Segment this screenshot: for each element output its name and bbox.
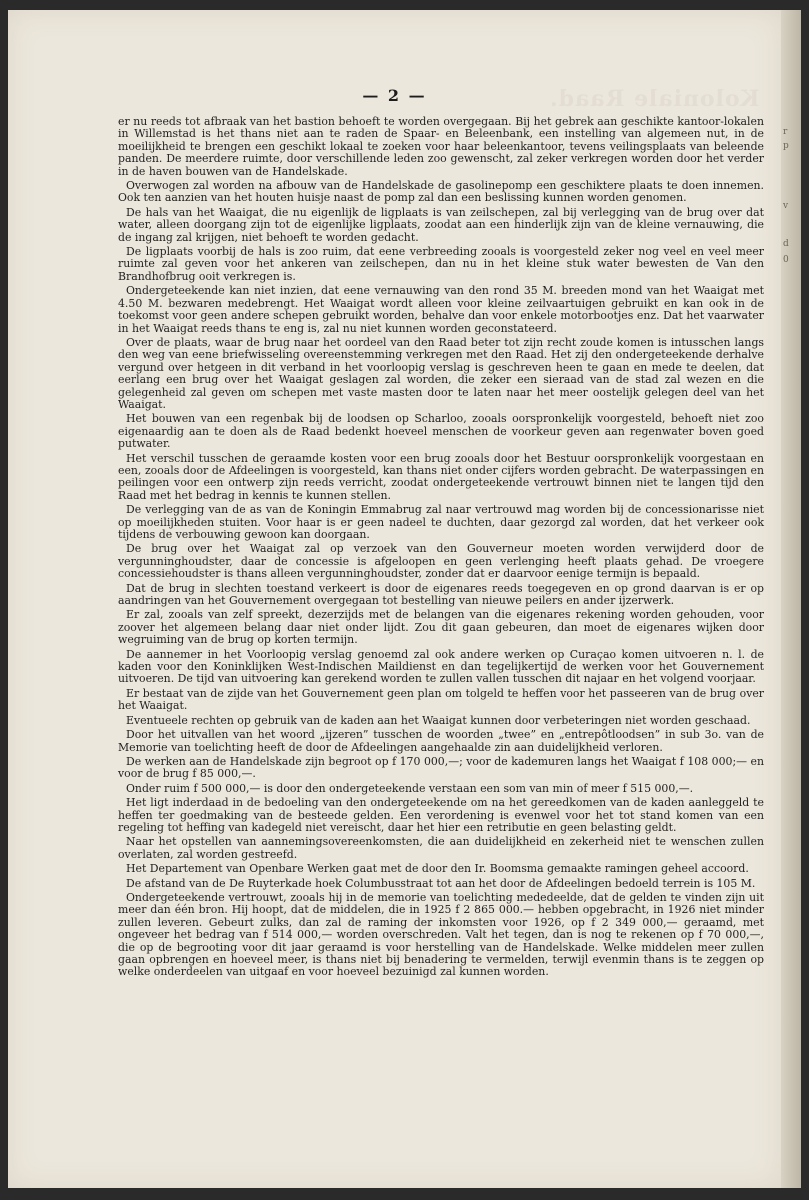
edge-mark: r: [783, 127, 788, 137]
paragraph: Het verschil tusschen de geraamde kosten voor een brug zooals door het Bestuur oorspronkelijk voorgestaan en een, zooals door de Afdeelingen is voorgesteld, kan thans niet onder cijfers worden gebracht. De waterpassingen en peilingen voor een ontwerp zijn reeds verricht, zoodat ondergeteekende vertrouwt binnen niet te langen tijd den Raad met het bedrag in kennis te kunnen stellen.: [118, 451, 764, 502]
bleed-through-text: Koloniale Raad.: [548, 86, 759, 112]
page-number: — 2 —: [362, 86, 427, 105]
paragraph: Het ligt inderdaad in de bedoeling van den ondergeteekende om na het gereedkomen van de kaden aanleggeld te heffen ter goedmaking van de besteede gelden. Een verordening is evenwel voor het tot stand komen van een regeling tot heffing van kadegeld niet vereischt, daar het hier een retributie en geen belasting geldt.: [118, 796, 764, 834]
paragraph: De afstand van de De Ruyterkade hoek Columbusstraat tot aan het door de Afdeelingen bedoeld terrein is 105 M.: [126, 876, 756, 890]
paragraph: er nu reeds tot afbraak van het bastion behoeft te worden overgegaan. Bij het gebrek aan geschikte kantoor-lokalen in Willemstad is het thans niet aan te raden de Spaar- en Beleenbank, een instelling van algemeen nut, in de moeilijkheid te brengen een geschikt lokaal te zoeken voor haar beleenkantoor, tevens veilingsplaats van beleende panden. De meerdere ruimte, door verschillende leden zoo gewenscht, zal zeker verkregen worden door het verder in de haven bouwen van de Handelskade.: [118, 115, 764, 178]
paragraph: Over de plaats, waar de brug naar het oordeel van den Raad beter tot zijn recht zoude komen is intusschen langs den weg van eene briefwisseling overeenstemming verkregen met den Raad. Het zij den ondergeteekende derhalve vergund over hetgeen in dit verband in het voorloopig verslag is geschreven heen te gaan en mede te deelen, dat eerlang een brug over het Waaigat geslagen zal worden, die zeker een sieraad van de stad zal wezen en die gelegenheid zal geven om schepen met vaste masten door te laten naar het meer oostelijk gelegen deel van het Waaigat.: [118, 335, 764, 411]
paragraph: Overwogen zal worden na afbouw van de Handelskade de gasolinepomp een geschiktere plaats te doen innemen. Ook ten aanzien van het houten huisje naast de pomp zal dan een beslissing kunnen worden genomen.: [118, 179, 764, 205]
edge-mark: v: [783, 201, 789, 211]
paragraph: Er zal, zooals van zelf spreekt, dezerzijds met de belangen van die eigenares rekening worden gehouden, voor zoover het algemeen belang daar niet onder lijdt. Zou dit gaan gebeuren, dan moet de eigenares wijken door wegruiming van de brug op korten termijn.: [118, 608, 764, 647]
paragraph: Dat de brug in slechten toestand verkeert is door de eigenares reeds toegegeven en op grond daarvan is er op aandringen van het Gouvernement overgegaan tot bestelling van nieuwe peilers en ander ijzerwerk.: [118, 581, 764, 608]
adjacent-page-edge: [781, 10, 801, 1188]
paragraph: Ondergeteekende kan niet inzien, dat eene vernauwing van den rond 35 M. breeden mond van het Waaigat met 4.50 M. bezwaren medebrengt. Het Waaigat wordt alleen voor kleine zeilvaartuigen gebruikt en kan ook in de toekomst voor geen andere schepen gebruikt worden, behalve dan voor enkele motorbootjes enz. Dat het vaarwater in het Waaigat reeds thans te eng is, zal nu niet kunnen worden geconstateerd.: [118, 284, 764, 335]
body-text: [118, 116, 764, 981]
paragraph: De werken aan de Handelskade zijn begroot op f 170 000,—; voor de kademuren langs het Waaigat f 108 000;— en voor de brug f 85 000,—.: [118, 754, 764, 781]
paragraph: De aannemer in het Voorloopig verslag genoemd zal ook andere werken op Curaçao komen uitvoeren n. l. de kaden voor den Koninklijken West-Indischen Maildienst en dan tegelijkertijd de werken voor het Gouvernement uitvoeren. De tijd van uitvoering kan gerekend worden te zullen vallen tusschen dit najaar en het volgend voorjaar.: [118, 647, 764, 686]
paragraph: De verlegging van de as van de Koningin Emmabrug zal naar vertrouwd mag worden bij de concessionarisse niet op moeilijkheden stuiten. Voor haar is er geen nadeel te duchten, daar gezorgd zal worden, dat het verkeer ook tijdens de verbouwing gewoon kan doorgaan.: [118, 503, 764, 541]
paragraph: De ligplaats voorbij de hals is zoo ruim, dat eene verbreeding zooals is voorgesteld zeker nog veel en veel meer ruimte zal geven voor het ankeren van zeilschepen, dan nu in het kleine stuk water bewesten de Van den Brandhofbrug ooit verkregen is.: [118, 245, 764, 283]
edge-mark: p: [783, 141, 789, 151]
paragraph: Ondergeteekende vertrouwt, zooals hij in de memorie van toelichting mededeelde, dat de gelden te vinden zijn uit meer dan één bron. Hij hoopt, dat de middelen, die in 1925 f 2 865 000.— hebben opgebracht, in 1926 niet minder zullen leveren. Gebeurt zulks, dan zal de raming der inkomsten voor 1926, op f 2 349 000,— geraamd, met ongeveer het bedrag van f 514 000,— worden overschreden. Valt het tegen, dan is nog te rekenen op f 70 000,—, die op de begrooting voor dit jaar geraamd is voor herstelling van de Handelskade. Welke middelen meer zullen gaan opbrengen en hoeveel meer, is thans niet bij benadering te vermelden, terwijl evenmin thans is te zeggen op welke onderdeelen van uitgaaf en voor hoeveel bezuinigd zal kunnen worden.: [118, 890, 764, 979]
paragraph: Er bestaat van de zijde van het Gouvernement geen plan om tolgeld te heffen voor het passeeren van de brug over het Waaigat.: [118, 686, 764, 713]
paragraph: Onder ruim f 500 000,— is door den ondergeteekende verstaan een som van min of meer f 515 000,—.: [126, 781, 694, 795]
edge-mark: 0: [783, 255, 789, 265]
edge-mark: d: [783, 239, 789, 249]
document-page: [8, 10, 781, 1188]
paragraph: Het bouwen van een regenbak bij de loodsen op Scharloo, zooals oorspronkelijk voorgesteld, behoeft niet zoo eigenaardig aan te doen als de Raad bedenkt hoeveel menschen de voorkeur geven aan regenwater boven goed putwater.: [118, 412, 764, 451]
paragraph: Naar het opstellen van aannemingsovereenkomsten, die aan duidelijkheid en zekerheid niet te wenschen zullen overlaten, zal worden gestreefd.: [118, 835, 764, 861]
paragraph: Het Departement van Openbare Werken gaat met de door den Ir. Boomsma gemaakte ramingen geheel accoord.: [126, 862, 749, 876]
paragraph: De brug over het Waaigat zal op verzoek van den Gouverneur moeten worden verwijderd door de vergunninghoudster, daar de concessie is afgeloopen en geen verlenging heeft plaats gehad. De vroegere concessiehoudster is thans alleen vergunninghoudster, zonder dat er daarvoor eenige termijn is bepaald.: [118, 542, 764, 581]
paragraph: Eventueele rechten op gebruik van de kaden aan het Waaigat kunnen door verbeteringen niet worden geschaad.: [126, 713, 751, 727]
paragraph: De hals van het Waaigat, die nu eigenlijk de ligplaats is van zeilschepen, zal bij verlegging van de brug over dat water, alleen doorgang zijn tot de eigenlijke ligplaats, zoodat aan een hinderlijk zijn van de kleine vernauwing, die de ingang zal krijgen, niet behoeft te worden gedacht.: [118, 205, 764, 244]
paragraph: Door het uitvallen van het woord „ijzeren” tusschen de woorden „twee” en „entrepôtloodsen” in sub 3o. van de Memorie van toelichting heeft de door de Afdeelingen aangehaalde zin aan duidelijkheid verloren.: [118, 728, 764, 754]
